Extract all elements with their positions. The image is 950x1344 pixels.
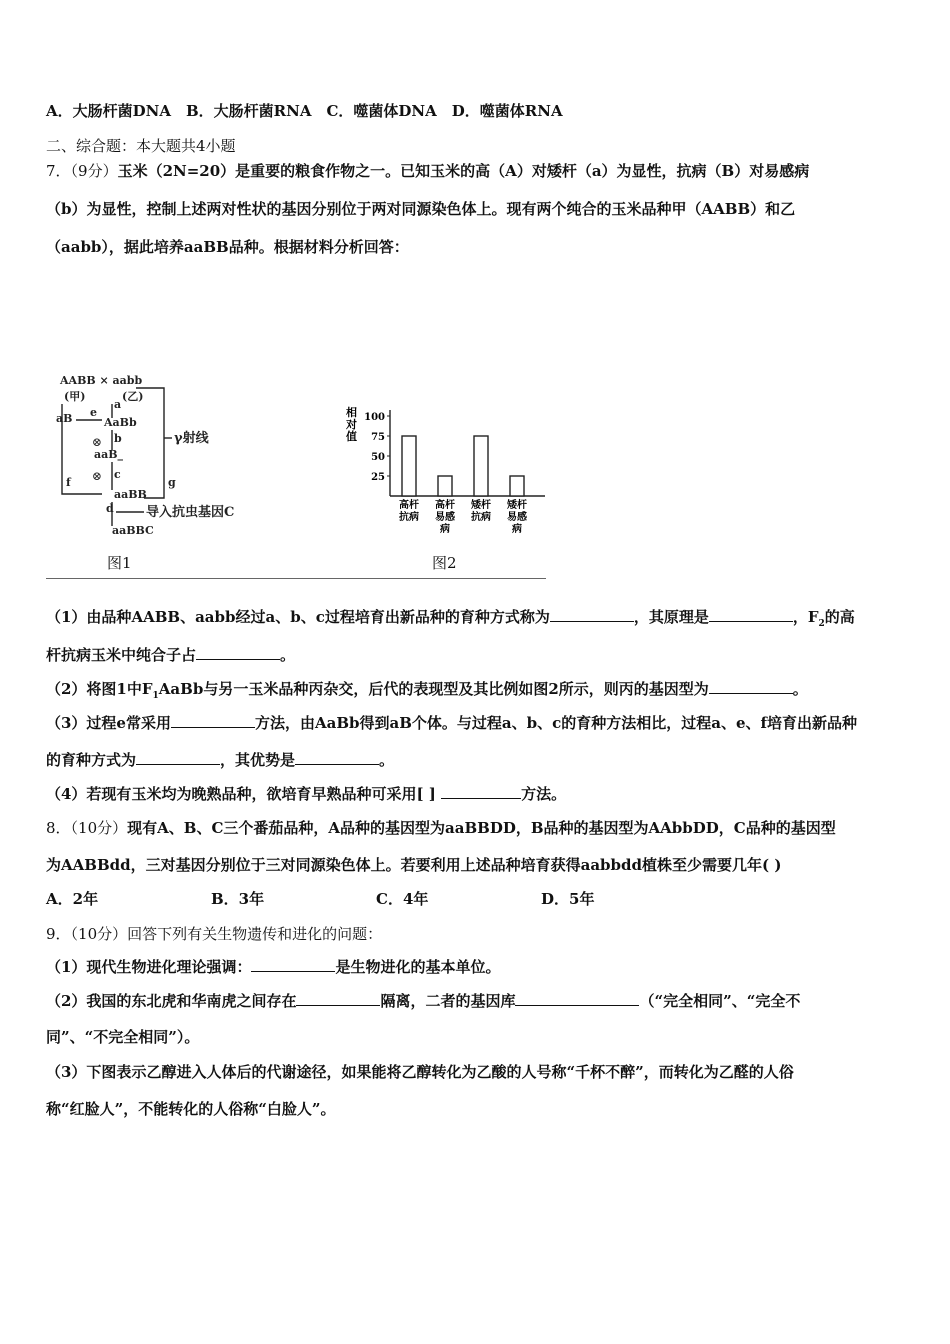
period: 。: [280, 646, 296, 664]
q9-sub2-line2: 同”、“不完全相同”）。: [46, 1028, 200, 1046]
chart-category-label: 矮杆: [507, 500, 527, 511]
chart-bar: [474, 436, 488, 496]
figure-2-bar-chart: [340, 400, 550, 540]
figure-2-caption: 图2: [432, 554, 457, 572]
q7-sub2: [46, 679, 808, 706]
period: 。: [379, 751, 395, 769]
q7-sub1-line2-text: 杆抗病玉米中纯合子占: [46, 646, 197, 664]
q7-line1: [46, 161, 809, 181]
chart-bar: [438, 476, 452, 496]
figure-divider: [46, 578, 546, 579]
chart-y-tick-label: 25: [371, 472, 385, 483]
fig1-b: b: [114, 432, 122, 445]
q9-sub3-line2: 称“红脸人”，不能转化的人俗称“白脸人”。: [46, 1100, 336, 1118]
answer-blank[interactable]: [295, 750, 379, 765]
q7-sub4-text-a: （4）若现有玉米均为晚熟品种，欲培育早熟品种可采用[ ]: [46, 785, 436, 803]
fig1-a: a: [114, 398, 122, 411]
chart-category-label: 易感: [435, 512, 455, 523]
q7-line2: （b）为显性，控制上述两对性状的基因分别位于两对同源染色体上。现有两个纯合的玉米品种甲（AABB）和乙: [46, 200, 796, 218]
fig1-cross: AABB × aabb: [60, 374, 143, 387]
fig1-aB: aB: [56, 412, 73, 425]
figure-1-caption: 图1: [107, 554, 132, 572]
q6-options: A．大肠杆菌DNA B．大肠杆菌RNA C．噬菌体DNA D．噬菌体RNA: [46, 102, 563, 120]
q7-text1: 玉米（2N=20）是重要的粮食作物之一。已知玉米的高（A）对矮杆（a）为显性，抗病（B）对易感病: [117, 162, 810, 180]
chart-category-label: 高杆: [399, 500, 419, 511]
q9-sub2-text-b: 隔离，二者的基因库: [380, 992, 516, 1010]
fig1-aaBBC: aaBBC: [112, 524, 154, 537]
chart-category-label: 病: [440, 524, 450, 535]
q7-sub1-text-c: ，F: [792, 608, 819, 626]
q9-number: 9．: [46, 925, 71, 943]
q8-text1: 现有A、B、C三个番茄品种，A品种的基因型为aaBBDD，B品种的基因型为AAbbDD，C品种的基因型: [127, 819, 836, 837]
section-title: 二、综合题：本大题共4小题: [46, 137, 236, 155]
svg-text:⊗: ⊗: [92, 435, 103, 449]
fig1-f: f: [66, 476, 71, 489]
chart-y-tick-label: 75: [371, 432, 385, 443]
chart-category-label: 易感: [507, 512, 527, 523]
answer-blank[interactable]: [441, 784, 521, 799]
chart-ylabel-1: 相: [346, 406, 357, 419]
fig1-parent1: (甲): [64, 390, 86, 403]
q8-option-c[interactable]: C．4年: [376, 890, 429, 908]
q7-sub3-line2-text: 的育种方式为: [46, 751, 137, 769]
q7-sub4-text-b: 方法。: [521, 785, 567, 803]
fig1-aaB: aaB_: [94, 448, 124, 461]
q7-sub1-line2: [46, 645, 295, 665]
q9-line1: [46, 924, 382, 944]
q7-sub2-text-a: （2）将图1中F: [46, 680, 153, 698]
q8-option-b[interactable]: B．3年: [211, 890, 265, 908]
answer-blank[interactable]: [709, 607, 793, 622]
q9-sub1-text-b: 是生物进化的基本单位。: [335, 958, 501, 976]
fig1-aaBB: aaBB: [114, 488, 147, 501]
chart-category-label: 抗病: [399, 512, 419, 523]
chart-category-label: 高杆: [435, 500, 455, 511]
fig1-gamma: γ射线: [174, 431, 209, 446]
q8-score: （10分）: [70, 819, 128, 837]
q8-option-d[interactable]: D．5年: [541, 890, 595, 908]
q7-sub3-text-a: （3）过程e常采用: [46, 714, 171, 732]
q8-line2: 为AABBdd，三对基因分别位于三对同源染色体上。若要利用上述品种培育获得aabbdd植株至少需要几年( ): [46, 856, 782, 874]
q8-number: 8．: [46, 819, 71, 837]
figure-1-breeding-diagram: [52, 370, 292, 540]
fig1-parent2: (乙): [122, 390, 144, 403]
q7-sub1-text-a: （1）由品种AABB、aabb经过a、b、c过程培育出新品种的育种方式称为: [46, 608, 550, 626]
chart-category-label: 矮杆: [471, 500, 491, 511]
answer-blank[interactable]: [251, 957, 335, 972]
chart-ylabel-2: 对: [346, 418, 357, 431]
q7-sub1-text-d: 的高: [824, 608, 855, 626]
q7-sub3-line1: [46, 713, 857, 733]
q7-sub3-line2: [46, 750, 394, 770]
answer-blank[interactable]: [515, 991, 639, 1006]
answer-blank[interactable]: [196, 645, 280, 660]
q7-sub2-text-b: AaBb与另一玉米品种丙杂交，后代的表现型及其比例如图2所示，则丙的基因型为: [158, 680, 709, 698]
chart-bar: [510, 476, 524, 496]
fig1-d: d: [106, 502, 114, 515]
q9-sub1-text-a: （1）现代生物进化理论强调：: [46, 958, 252, 976]
q8-option-a[interactable]: A．2年: [46, 890, 99, 908]
q9-sub2-line1: [46, 991, 800, 1011]
subscript: 2: [818, 619, 825, 629]
q9-score: （10分）: [70, 925, 128, 943]
q9-text1: 回答下列有关生物遗传和进化的问题：: [127, 925, 383, 943]
chart-category-label: 病: [512, 524, 522, 535]
q7-sub3-text-b: 方法，由AaBb得到aB个体。与过程a、b、c的育种方法相比，过程a、e、f培育出新品种: [254, 714, 857, 732]
answer-blank[interactable]: [296, 991, 380, 1006]
answer-blank[interactable]: [171, 713, 255, 728]
chart-y-tick-label: 100: [364, 412, 385, 423]
q9-sub3-line1: （3）下图表示乙醇进入人体后的代谢途径，如果能将乙醇转化为乙酸的人号称“千杯不醉”，而转化为乙醛的人俗: [46, 1063, 794, 1081]
q9-sub2-text-c: （“完全相同”、“完全不: [639, 992, 801, 1010]
q7-score: （9分）: [70, 162, 118, 180]
fig1-g: g: [168, 476, 176, 489]
fig1-c: c: [114, 468, 121, 481]
answer-blank[interactable]: [550, 607, 634, 622]
chart-category-label: 抗病: [471, 512, 491, 523]
period: 。: [792, 680, 808, 698]
fig1-insert-gene: 导入抗虫基因C: [146, 505, 235, 520]
q8-line1: [46, 818, 836, 838]
answer-blank[interactable]: [136, 750, 220, 765]
chart-ylabel-3: 值: [346, 430, 357, 443]
q7-line3: （aabb），据此培养aaBB品种。根据材料分析回答：: [46, 238, 409, 256]
q8-options: [46, 889, 706, 909]
q9-sub2-text-a: （2）我国的东北虎和华南虎之间存在: [46, 992, 297, 1010]
subscript: 1: [152, 691, 159, 701]
q7-sub1-text-b: ，其原理是: [633, 608, 709, 626]
svg-text:⊗: ⊗: [92, 469, 103, 483]
fig1-AaBb: AaBb: [104, 416, 137, 429]
fig1-e: e: [90, 406, 97, 419]
q7-sub4: [46, 784, 566, 804]
answer-blank[interactable]: [709, 679, 793, 694]
q9-sub1: [46, 957, 500, 977]
chart-y-tick-label: 50: [371, 452, 385, 463]
q7-sub1-line1: [46, 607, 855, 634]
q7-number: 7．: [46, 162, 71, 180]
chart-bar: [402, 436, 416, 496]
q7-sub3-text-c: ，其优势是: [220, 751, 296, 769]
